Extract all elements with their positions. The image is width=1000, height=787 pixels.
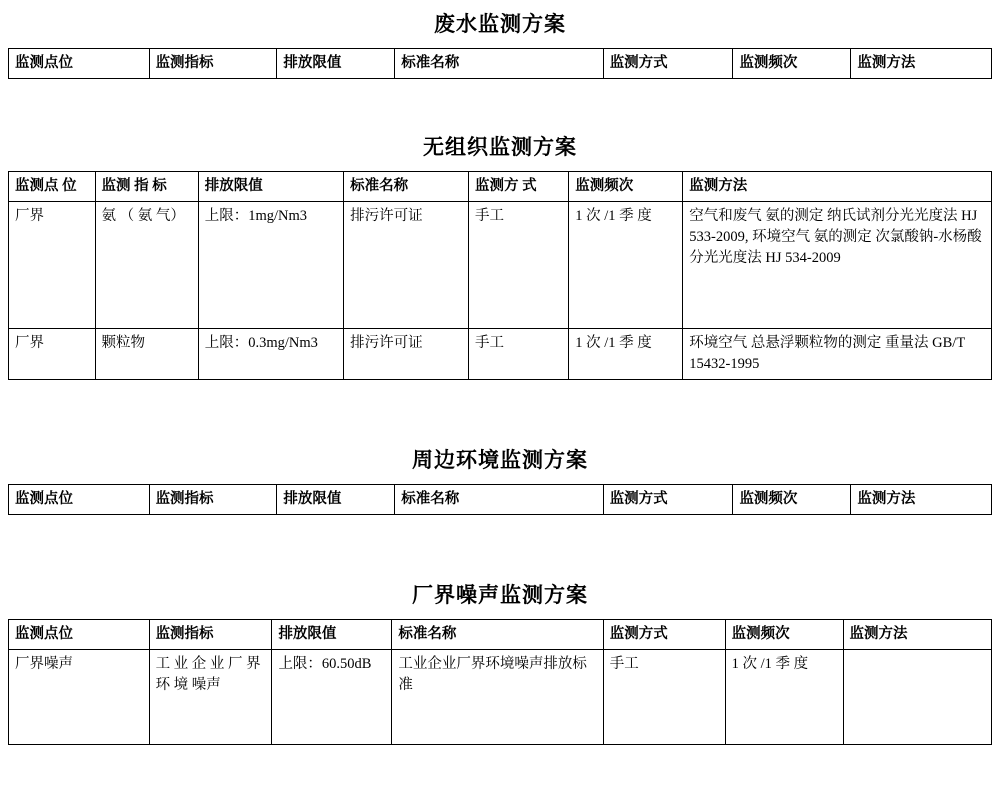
column-header-monitor-method: 监测方法 — [851, 485, 992, 515]
column-header-monitor-index: 监测指标 — [149, 620, 272, 650]
column-header-monitor-point: 监测点位 — [9, 620, 150, 650]
cell-monitor-index: 氨 （ 氨 气） — [95, 202, 198, 329]
cell-emission-limit: 上限：0.3mg/Nm3 — [198, 329, 343, 380]
column-header-emission-limit: 排放限值 — [277, 485, 395, 515]
column-header-monitor-index: 监测指标 — [149, 485, 277, 515]
column-header-emission-limit: 排放限值 — [272, 620, 392, 650]
cell-emission-limit: 上限：1mg/Nm3 — [198, 202, 343, 329]
column-header-monitor-frequency: 监测频次 — [569, 172, 683, 202]
cell-monitor-point: 厂界 — [9, 329, 96, 380]
column-header-monitor-method-type: 监测方式 — [603, 49, 733, 79]
column-header-standard-name: 标准名称 — [395, 49, 603, 79]
column-header-monitor-point: 监测点位 — [9, 485, 150, 515]
boundary-noise-table — [8, 619, 992, 745]
cell-monitor-method-type: 手工 — [469, 202, 569, 329]
cell-monitor-method-type: 手工 — [603, 650, 725, 745]
column-header-monitor-method-type: 监测方式 — [603, 485, 733, 515]
table-row — [9, 329, 992, 380]
section-title: 周边环境监测方案 — [412, 448, 588, 473]
column-header-standard-name: 标准名称 — [395, 485, 603, 515]
table-header-row — [9, 49, 992, 79]
table-row — [9, 650, 992, 745]
fugitive-table — [8, 171, 992, 380]
column-header-emission-limit: 排放限值 — [277, 49, 395, 79]
section-wastewater — [8, 0, 992, 79]
cell-emission-limit: 上限：60.50dB — [272, 650, 392, 745]
cell-standard-name: 排污许可证 — [344, 329, 469, 380]
cell-monitor-index: 颗粒物 — [95, 329, 198, 380]
section-fugitive — [8, 123, 992, 380]
surrounding-environment-table — [8, 484, 992, 515]
cell-monitor-point: 厂界 — [9, 202, 96, 329]
table-header-row — [9, 172, 992, 202]
spacer — [8, 380, 992, 436]
column-header-monitor-point: 监测点位 — [9, 49, 150, 79]
table-header-row — [9, 620, 992, 650]
cell-standard-name: 排污许可证 — [344, 202, 469, 329]
spacer — [8, 515, 992, 571]
column-header-monitor-point: 监测点 位 — [9, 172, 96, 202]
section-surrounding-environment — [8, 436, 992, 515]
column-header-monitor-frequency: 监测频次 — [733, 49, 851, 79]
cell-monitor-point: 厂界噪声 — [9, 650, 150, 745]
spacer — [8, 79, 992, 123]
section-title: 无组织监测方案 — [423, 135, 577, 160]
table-row — [9, 202, 992, 329]
table-header-row — [9, 485, 992, 515]
section-title: 厂界噪声监测方案 — [412, 583, 588, 608]
column-header-monitor-method-type: 监测方 式 — [469, 172, 569, 202]
column-header-monitor-index: 监测 指 标 — [95, 172, 198, 202]
column-header-monitor-method-type: 监测方式 — [603, 620, 725, 650]
wastewater-table — [8, 48, 992, 79]
column-header-monitor-index: 监测指标 — [149, 49, 277, 79]
section-boundary-noise — [8, 571, 992, 745]
column-header-monitor-method: 监测方法 — [851, 49, 992, 79]
column-header-monitor-frequency: 监测频次 — [733, 485, 851, 515]
column-header-monitor-frequency: 监测频次 — [725, 620, 843, 650]
cell-monitor-frequency: 1 次 /1 季 度 — [569, 329, 683, 380]
section-title: 废水监测方案 — [434, 12, 566, 36]
column-header-monitor-method: 监测方法 — [683, 172, 992, 202]
cell-monitor-method-type: 手工 — [469, 329, 569, 380]
cell-monitor-index: 工 业 企 业 厂 界 环 境 噪声 — [149, 650, 272, 745]
cell-monitor-method — [843, 650, 991, 745]
column-header-emission-limit: 排放限值 — [198, 172, 343, 202]
cell-monitor-frequency: 1 次 /1 季 度 — [569, 202, 683, 329]
cell-monitor-method: 空气和废气 氨的测定 纳氏试剂分光光度法 HJ 533-2009, 环境空气 氨的测定 次氯酸钠-水杨酸分光光度法 HJ 534-2009 — [683, 202, 992, 329]
column-header-standard-name: 标准名称 — [392, 620, 603, 650]
cell-monitor-method: 环境空气 总悬浮颗粒物的测定 重量法 GB/T 15432-1995 — [683, 329, 992, 380]
column-header-standard-name: 标准名称 — [344, 172, 469, 202]
cell-standard-name: 工业企业厂界环境噪声排放标准 — [392, 650, 603, 745]
column-header-monitor-method: 监测方法 — [843, 620, 991, 650]
cell-monitor-frequency: 1 次 /1 季 度 — [725, 650, 843, 745]
